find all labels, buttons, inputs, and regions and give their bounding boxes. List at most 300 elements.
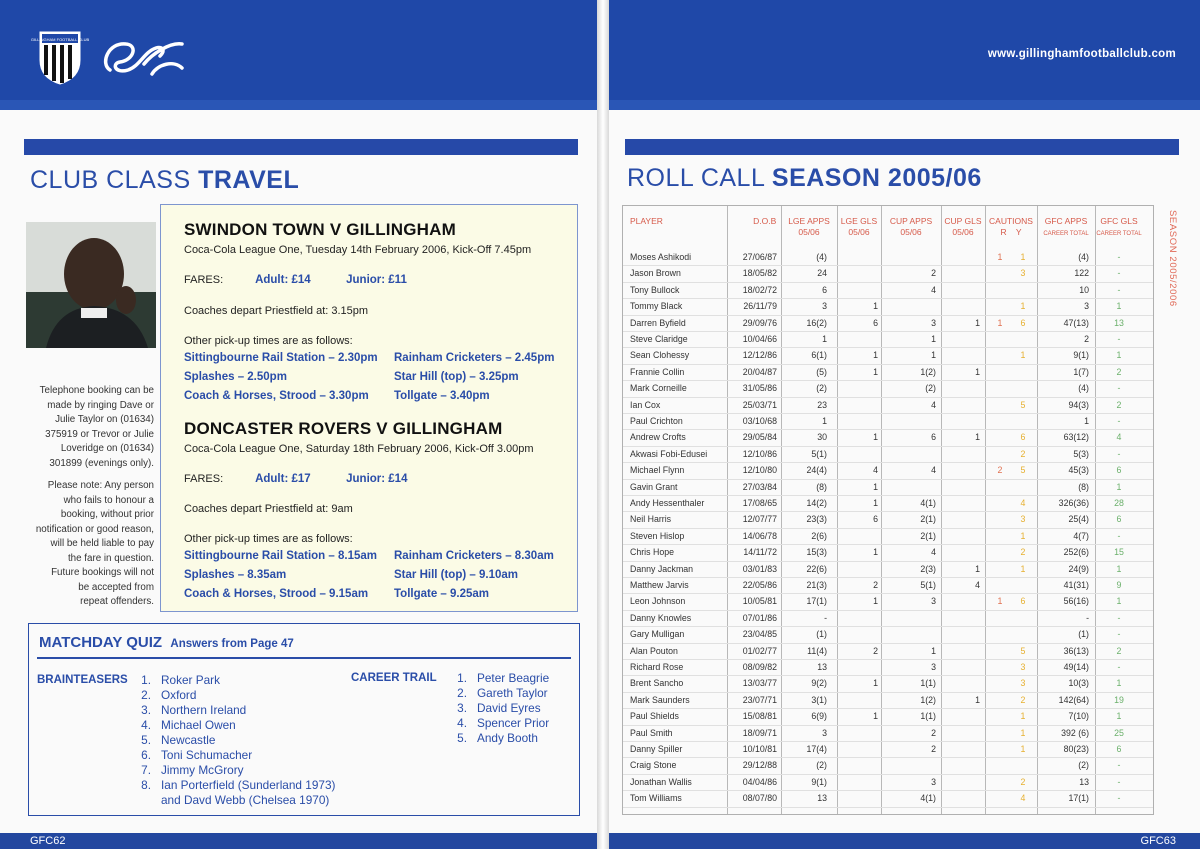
note-line: 301899 (evenings only). bbox=[49, 457, 154, 469]
player-dob: 20/04/87 bbox=[742, 366, 777, 377]
cup-gls: 1 bbox=[975, 563, 980, 574]
player-dob: 14/06/78 bbox=[742, 530, 777, 541]
gfc-apps: 10 bbox=[1079, 284, 1089, 295]
brainteaser-answer: Ian Porterfield (Sunderland 1973) bbox=[161, 778, 336, 792]
lge-apps: 6(1) bbox=[811, 350, 827, 361]
player-name: Jonathan Wallis bbox=[630, 776, 692, 787]
player-dob: 29/05/84 bbox=[742, 432, 777, 443]
right-title-bar bbox=[625, 139, 1179, 155]
lge-apps: 3 bbox=[822, 301, 827, 312]
quiz-title-text: MATCHDAY QUIZ bbox=[39, 634, 163, 651]
gfc-gls: 1 bbox=[1116, 711, 1122, 722]
player-dob: 03/01/83 bbox=[742, 563, 777, 574]
lge-apps: (2) bbox=[816, 760, 827, 771]
note-line: made by ringing Dave or bbox=[47, 399, 154, 411]
gfc-apps: (1) bbox=[1078, 629, 1089, 640]
booking-note bbox=[30, 384, 154, 471]
cup-apps: 1(1) bbox=[920, 711, 936, 722]
table-row bbox=[623, 511, 1153, 528]
lge-apps: 11(4) bbox=[807, 645, 827, 656]
lge-apps: 2(6) bbox=[811, 530, 827, 541]
gfc-apps: 9(1) bbox=[1073, 350, 1089, 361]
gfc-gls: - bbox=[1117, 793, 1121, 804]
red-cards: 1 bbox=[997, 317, 1003, 328]
col-dob bbox=[727, 216, 781, 227]
player-name: Neil Harris bbox=[630, 514, 672, 525]
quiz-number: 2. bbox=[141, 688, 151, 702]
cup-apps: 3 bbox=[931, 662, 936, 672]
table-row bbox=[623, 462, 1153, 479]
player-dob: 10/04/66 bbox=[742, 334, 777, 344]
player-name: Danny Jackman bbox=[630, 563, 694, 574]
gfc-apps: (8) bbox=[1078, 481, 1089, 492]
brainteasers-label: BRAINTEASERS bbox=[37, 674, 128, 686]
cup-apps: 2(1) bbox=[920, 530, 936, 541]
gfc-apps: - bbox=[1086, 612, 1089, 623]
gfc-gls: - bbox=[1117, 530, 1121, 541]
player-name: Tommy Black bbox=[630, 301, 683, 312]
note-line: Julie Taylor on (01634) bbox=[55, 414, 154, 425]
match-2-title: DONCASTER ROVERS V GILLINGHAM bbox=[184, 419, 503, 438]
gfc-gls: - bbox=[1117, 284, 1121, 295]
quiz-subtitle: Answers from Page 47 bbox=[170, 638, 294, 650]
fares-label: FARES: bbox=[184, 473, 224, 485]
player-dob: 12/12/86 bbox=[742, 350, 777, 361]
lge-apps: 13 bbox=[817, 793, 827, 804]
yellow-cards: 3 bbox=[1020, 514, 1026, 525]
table-row bbox=[623, 610, 1153, 627]
lge-gls: 1 bbox=[873, 596, 878, 607]
quiz-number: 6. bbox=[141, 748, 151, 762]
lge-gls: 1 bbox=[873, 301, 878, 312]
player-name: Matthew Jarvis bbox=[630, 580, 689, 590]
yellow-cards: 1 bbox=[1020, 727, 1026, 738]
quiz-divider bbox=[37, 657, 571, 659]
player-dob: 22/05/86 bbox=[742, 580, 777, 590]
player-dob: 29/09/76 bbox=[742, 317, 777, 328]
gfc-apps: 392 (6) bbox=[1061, 727, 1089, 738]
cup-apps: 4 bbox=[931, 547, 936, 558]
lge-apps: - bbox=[824, 612, 827, 623]
table-row bbox=[623, 397, 1153, 414]
gfc-apps: 5(3) bbox=[1073, 448, 1089, 459]
table-row bbox=[623, 774, 1153, 791]
player-name: Mark Corneille bbox=[630, 383, 687, 394]
gfc-apps: 122 bbox=[1074, 268, 1089, 279]
player-name: Darren Byfield bbox=[630, 317, 686, 328]
page-title bbox=[627, 164, 982, 193]
page-spine bbox=[597, 0, 609, 849]
player-dob: 27/06/87 bbox=[742, 252, 777, 262]
cup-apps: 1(2) bbox=[920, 694, 936, 705]
quiz-number: 1. bbox=[141, 673, 151, 687]
match-2-subtitle: Coca-Cola League One, Saturday 18th February 2006, Kick-Off 3.00pm bbox=[184, 443, 534, 455]
player-name: Jason Brown bbox=[630, 268, 681, 279]
cup-apps: 4 bbox=[931, 399, 936, 410]
gfc-apps: 7(10) bbox=[1068, 711, 1089, 722]
lge-gls: 1 bbox=[873, 547, 878, 558]
gfc-gls: 6 bbox=[1116, 514, 1122, 525]
cup-apps: 4 bbox=[931, 284, 936, 295]
cup-apps: 3 bbox=[931, 596, 936, 607]
yellow-cards: 1 bbox=[1020, 744, 1026, 754]
player-name: Danny Knowles bbox=[630, 612, 692, 623]
table-row bbox=[623, 298, 1153, 315]
cup-apps: 2 bbox=[931, 744, 936, 754]
table-row bbox=[623, 495, 1153, 512]
player-dob: 03/10/68 bbox=[742, 416, 777, 426]
player-name: Steven Hislop bbox=[630, 530, 685, 541]
lge-apps: 21(3) bbox=[806, 580, 827, 590]
match-1-pickup: Sittingbourne Rail Station – 2.30pm bbox=[184, 352, 378, 364]
gfc-gls: - bbox=[1117, 416, 1121, 426]
yellow-cards: 3 bbox=[1020, 268, 1026, 279]
lge-apps: 17(4) bbox=[806, 744, 827, 754]
lge-apps: 9(2) bbox=[811, 678, 827, 689]
gfc-gls: 2 bbox=[1116, 645, 1122, 656]
gfc-gls: 2 bbox=[1116, 366, 1122, 377]
player-name: Gary Mulligan bbox=[630, 629, 685, 640]
lge-gls: 1 bbox=[873, 678, 878, 689]
cup-apps: 1 bbox=[931, 350, 936, 361]
note-line: who fails to honour a bbox=[63, 494, 154, 506]
player-name: Craig Stone bbox=[630, 760, 677, 771]
note-line: notification or good reason, bbox=[35, 523, 154, 535]
quiz-number: 4. bbox=[457, 716, 467, 730]
table-row bbox=[623, 593, 1153, 610]
yellow-cards: 2 bbox=[1020, 547, 1026, 558]
match-2-pickup-intro: Other pick-up times are as follows: bbox=[184, 533, 353, 545]
match-1-fares bbox=[184, 274, 407, 286]
brainteaser-answer: Toni Schumacher bbox=[161, 748, 253, 762]
col-cup-gls bbox=[941, 216, 985, 238]
player-name: Gavin Grant bbox=[630, 481, 678, 492]
table-row bbox=[623, 757, 1153, 774]
table-row bbox=[623, 265, 1153, 282]
col-lge-gls bbox=[837, 216, 881, 238]
note-line: repeat offenders. bbox=[80, 596, 154, 607]
cup-apps: 1(2) bbox=[920, 366, 936, 377]
red-cards: 1 bbox=[997, 252, 1003, 262]
lge-gls: 6 bbox=[873, 514, 878, 525]
player-name: Frannie Collin bbox=[630, 366, 685, 377]
career-answer: Gareth Taylor bbox=[477, 686, 548, 700]
career-answer: Spencer Prior bbox=[477, 716, 550, 730]
match-1-pickup: Tollgate – 3.40pm bbox=[394, 390, 490, 402]
junior-fare: Junior: £14 bbox=[346, 473, 408, 485]
title-light: ROLL CALL bbox=[627, 164, 765, 192]
player-dob: 17/08/65 bbox=[742, 498, 777, 508]
player-dob: 18/02/72 bbox=[742, 284, 777, 295]
match-1-title: SWINDON TOWN V GILLINGHAM bbox=[184, 220, 456, 239]
lge-apps: 3(1) bbox=[811, 694, 827, 705]
match-2-fares bbox=[184, 473, 407, 485]
player-dob: 08/09/82 bbox=[742, 662, 777, 672]
match-2-depart: Coaches depart Priestfield at: 9am bbox=[184, 503, 353, 515]
player-dob: 15/08/81 bbox=[742, 711, 777, 722]
gfc-apps: 24(9) bbox=[1068, 563, 1089, 574]
player-name: Moses Ashikodi bbox=[630, 252, 692, 262]
player-dob: 23/07/71 bbox=[742, 694, 777, 705]
gfc-apps: 56(16) bbox=[1063, 596, 1089, 607]
table-row bbox=[623, 249, 1153, 266]
gfc-gls: - bbox=[1117, 268, 1121, 279]
gfc-logo-icon bbox=[100, 34, 186, 84]
gfc-gls: - bbox=[1117, 612, 1121, 623]
crest-lettering: GILLINGHAM FOOTBALL CLUB bbox=[30, 37, 90, 42]
cup-gls: 1 bbox=[975, 366, 980, 377]
cup-apps: 6 bbox=[931, 432, 936, 443]
player-dob: 04/04/86 bbox=[742, 776, 777, 787]
lge-apps: 22(6) bbox=[806, 563, 827, 574]
player-name: Paul Crichton bbox=[630, 416, 683, 426]
table-row bbox=[623, 315, 1153, 332]
yellow-cards: 4 bbox=[1020, 498, 1026, 508]
cup-apps: 2 bbox=[931, 727, 936, 738]
gfc-gls: 25 bbox=[1114, 727, 1124, 738]
match-1-pickup: Rainham Cricketers – 2.45pm bbox=[394, 352, 555, 364]
lge-apps: 24(4) bbox=[806, 465, 827, 476]
note-line: Loveridge on (01634) bbox=[60, 443, 154, 454]
match-1-pickup: Star Hill (top) – 3.25pm bbox=[394, 371, 519, 383]
cup-gls: 1 bbox=[975, 694, 980, 705]
table-row bbox=[623, 708, 1153, 725]
cup-apps: 1 bbox=[931, 334, 936, 344]
yellow-cards: 6 bbox=[1020, 432, 1026, 443]
yellow-cards: 6 bbox=[1020, 596, 1026, 607]
page-title bbox=[30, 166, 299, 195]
gfc-gls: - bbox=[1117, 629, 1121, 640]
table-row bbox=[623, 561, 1153, 578]
lge-gls: 1 bbox=[873, 350, 878, 361]
lge-apps: 3 bbox=[822, 727, 827, 738]
match-2-pickup: Tollgate – 9.25am bbox=[394, 588, 490, 600]
lge-apps: 6 bbox=[822, 284, 827, 295]
player-name: Alan Pouton bbox=[630, 645, 678, 656]
left-header-band bbox=[0, 0, 603, 110]
season-side-text: SEASON 2005/2006 bbox=[1167, 210, 1178, 307]
cup-apps: 1(1) bbox=[920, 678, 936, 689]
gfc-apps: (4) bbox=[1078, 252, 1089, 262]
yellow-cards: 3 bbox=[1020, 662, 1026, 672]
left-footer-band bbox=[0, 833, 603, 849]
player-name: Danny Spiller bbox=[630, 744, 683, 754]
yellow-cards: 1 bbox=[1020, 350, 1026, 361]
lge-apps: (5) bbox=[816, 366, 827, 377]
player-dob: 25/03/71 bbox=[742, 399, 777, 410]
quiz-number: 3. bbox=[141, 703, 151, 717]
cup-gls: 1 bbox=[975, 317, 980, 328]
player-name: Steve Claridge bbox=[630, 334, 688, 344]
hdr-line: 05/06 bbox=[900, 227, 922, 237]
table-row bbox=[623, 479, 1153, 496]
player-dob: 01/02/77 bbox=[742, 645, 777, 656]
match-2-pickup: Rainham Cricketers – 8.30am bbox=[394, 550, 554, 562]
col-gfc-gls bbox=[1095, 216, 1143, 240]
cup-apps: 2(1) bbox=[920, 514, 936, 525]
quiz-title bbox=[39, 634, 294, 651]
gfc-gls: 2 bbox=[1116, 399, 1122, 410]
lge-apps: 23(3) bbox=[806, 514, 827, 525]
cup-gls: 1 bbox=[975, 432, 980, 443]
note-line: Telephone booking can be bbox=[39, 385, 154, 396]
red-cards: 2 bbox=[997, 465, 1003, 476]
player-name: Paul Smith bbox=[630, 727, 673, 738]
table-row bbox=[623, 725, 1153, 742]
quiz-number: 2. bbox=[457, 686, 467, 700]
brainteaser-answer: Jimmy McGrory bbox=[161, 763, 244, 777]
player-name: Leon Johnson bbox=[630, 596, 686, 607]
lge-apps: 1 bbox=[822, 416, 827, 426]
gfc-apps: 17(1) bbox=[1068, 793, 1089, 804]
player-dob: 07/01/86 bbox=[742, 612, 777, 623]
player-dob: 10/05/81 bbox=[742, 596, 777, 607]
lge-apps: (2) bbox=[816, 383, 827, 394]
lge-apps: 23 bbox=[817, 399, 827, 410]
quiz-number: 5. bbox=[457, 731, 467, 745]
player-dob: 26/11/79 bbox=[743, 301, 777, 312]
hdr-line: 05/06 bbox=[848, 227, 870, 237]
table-row bbox=[623, 659, 1153, 676]
note-line: will be held liable to pay bbox=[50, 538, 154, 549]
brainteaser-answer: Michael Owen bbox=[161, 718, 236, 732]
yellow-cards: 3 bbox=[1020, 678, 1026, 689]
lge-apps: (8) bbox=[816, 481, 827, 492]
gfc-apps: 1(7) bbox=[1073, 366, 1089, 377]
table-row bbox=[623, 692, 1153, 709]
quiz-number: 1. bbox=[457, 671, 467, 685]
gfc-apps: (4) bbox=[1078, 383, 1089, 394]
player-name: Michael Flynn bbox=[630, 465, 685, 476]
col-lge-apps bbox=[781, 216, 837, 238]
match-1-pickup: Coach & Horses, Strood – 3.30pm bbox=[184, 390, 369, 402]
lge-gls: 1 bbox=[873, 711, 878, 722]
gfc-gls: 1 bbox=[1116, 481, 1122, 492]
gfc-apps: 326(36) bbox=[1058, 498, 1089, 508]
table-row bbox=[623, 364, 1153, 381]
lge-gls: 1 bbox=[873, 366, 878, 377]
yellow-cards: 1 bbox=[1020, 563, 1026, 574]
table-row bbox=[623, 577, 1153, 594]
player-name: Richard Rose bbox=[630, 662, 684, 672]
hdr-line: CUP GLS bbox=[944, 216, 982, 226]
col-cup-apps bbox=[881, 216, 941, 238]
adult-fare: Adult: £14 bbox=[255, 274, 311, 286]
player-name: Chris Hope bbox=[630, 547, 675, 558]
table-row bbox=[623, 741, 1153, 758]
table-row bbox=[623, 626, 1153, 643]
player-name: Tom Williams bbox=[630, 793, 682, 804]
match-2-pickup: Splashes – 8.35am bbox=[184, 569, 287, 581]
brainteaser-answer: Oxford bbox=[161, 688, 197, 702]
table-row bbox=[623, 413, 1153, 430]
right-footer-band bbox=[603, 833, 1200, 849]
player-name: Ian Cox bbox=[630, 399, 661, 410]
gfc-apps: (2) bbox=[1078, 760, 1089, 771]
note-line: be accepted from bbox=[78, 581, 154, 593]
lge-gls: 1 bbox=[873, 432, 878, 443]
title-bold: TRAVEL bbox=[198, 166, 300, 194]
quiz-number: 4. bbox=[141, 718, 151, 732]
gfc-gls: 1 bbox=[1116, 301, 1122, 312]
yellow-cards: 5 bbox=[1020, 399, 1026, 410]
gfc-apps: 94(3) bbox=[1068, 399, 1089, 410]
roll-call-table bbox=[622, 205, 1154, 815]
col-cautions bbox=[985, 216, 1037, 238]
table-row bbox=[623, 675, 1153, 692]
gfc-gls: 1 bbox=[1116, 563, 1122, 574]
hdr-line: CAREER TOTAL bbox=[1096, 231, 1142, 237]
lge-gls: 6 bbox=[873, 317, 878, 328]
gfc-gls: 1 bbox=[1116, 596, 1122, 607]
gfc-gls: 1 bbox=[1116, 678, 1122, 689]
hdr-line: GFC APPS bbox=[1044, 216, 1088, 226]
junior-fare: Junior: £11 bbox=[346, 274, 407, 286]
lge-apps: 30 bbox=[817, 432, 827, 443]
career-answer: Andy Booth bbox=[477, 731, 538, 745]
yellow-cards: 1 bbox=[1020, 530, 1026, 541]
red-cards: 1 bbox=[997, 596, 1003, 607]
gfc-gls: - bbox=[1117, 662, 1121, 672]
table-row bbox=[623, 544, 1153, 561]
gfc-apps: 252(6) bbox=[1063, 547, 1089, 558]
brainteaser-answer: Roker Park bbox=[161, 673, 221, 687]
player-dob: 12/07/77 bbox=[742, 514, 777, 525]
cup-apps: 3 bbox=[931, 317, 936, 328]
player-dob: 18/05/82 bbox=[742, 268, 777, 279]
lge-gls: 2 bbox=[873, 645, 878, 656]
gfc-gls: 13 bbox=[1114, 317, 1124, 328]
yellow-cards: 5 bbox=[1020, 645, 1026, 656]
gfc-apps: 10(3) bbox=[1068, 678, 1089, 689]
left-page-number: GFC62 bbox=[30, 835, 66, 847]
player-dob: 12/10/80 bbox=[742, 465, 777, 476]
gfc-apps: 47(13) bbox=[1063, 317, 1089, 328]
hdr-line: GFC GLS bbox=[1100, 216, 1138, 226]
gfc-gls: 6 bbox=[1116, 744, 1122, 754]
matchday-quiz bbox=[28, 623, 580, 816]
gfc-gls: 19 bbox=[1114, 694, 1124, 705]
note-line: Please note: Any person bbox=[47, 480, 154, 491]
left-title-bar bbox=[24, 139, 578, 155]
hdr-line: 05/06 bbox=[952, 227, 974, 237]
table-row bbox=[623, 282, 1153, 299]
player-dob: 23/04/85 bbox=[742, 629, 777, 640]
hdr-line: LGE APPS bbox=[788, 216, 830, 226]
hdr-line: CAUTIONS bbox=[989, 216, 1033, 226]
gfc-apps: 142(64) bbox=[1058, 694, 1089, 705]
yellow-cards: 1 bbox=[1020, 711, 1026, 722]
lge-apps: 17(1) bbox=[806, 596, 827, 607]
lge-apps: 5(1) bbox=[811, 448, 827, 459]
yellow-cards: 2 bbox=[1020, 776, 1026, 787]
gfc-apps: 3 bbox=[1084, 301, 1089, 312]
brainteaser-answer: Newcastle bbox=[161, 733, 216, 747]
player-dob: 12/10/86 bbox=[742, 448, 777, 459]
quiz-number: 5. bbox=[141, 733, 151, 747]
gfc-apps: 1 bbox=[1084, 416, 1089, 426]
table-row bbox=[623, 643, 1153, 660]
cup-apps: 2 bbox=[931, 268, 936, 279]
lge-apps: 1 bbox=[822, 334, 827, 344]
lge-apps: 16(2) bbox=[806, 317, 827, 328]
club-crest-icon bbox=[30, 30, 90, 86]
lge-apps: 15(3) bbox=[806, 547, 827, 558]
lge-apps: (1) bbox=[816, 629, 827, 640]
hdr-line: CUP APPS bbox=[889, 216, 933, 226]
gfc-apps: 63(12) bbox=[1063, 432, 1089, 443]
note-line: 375919 or Trevor or Julie bbox=[45, 428, 154, 440]
